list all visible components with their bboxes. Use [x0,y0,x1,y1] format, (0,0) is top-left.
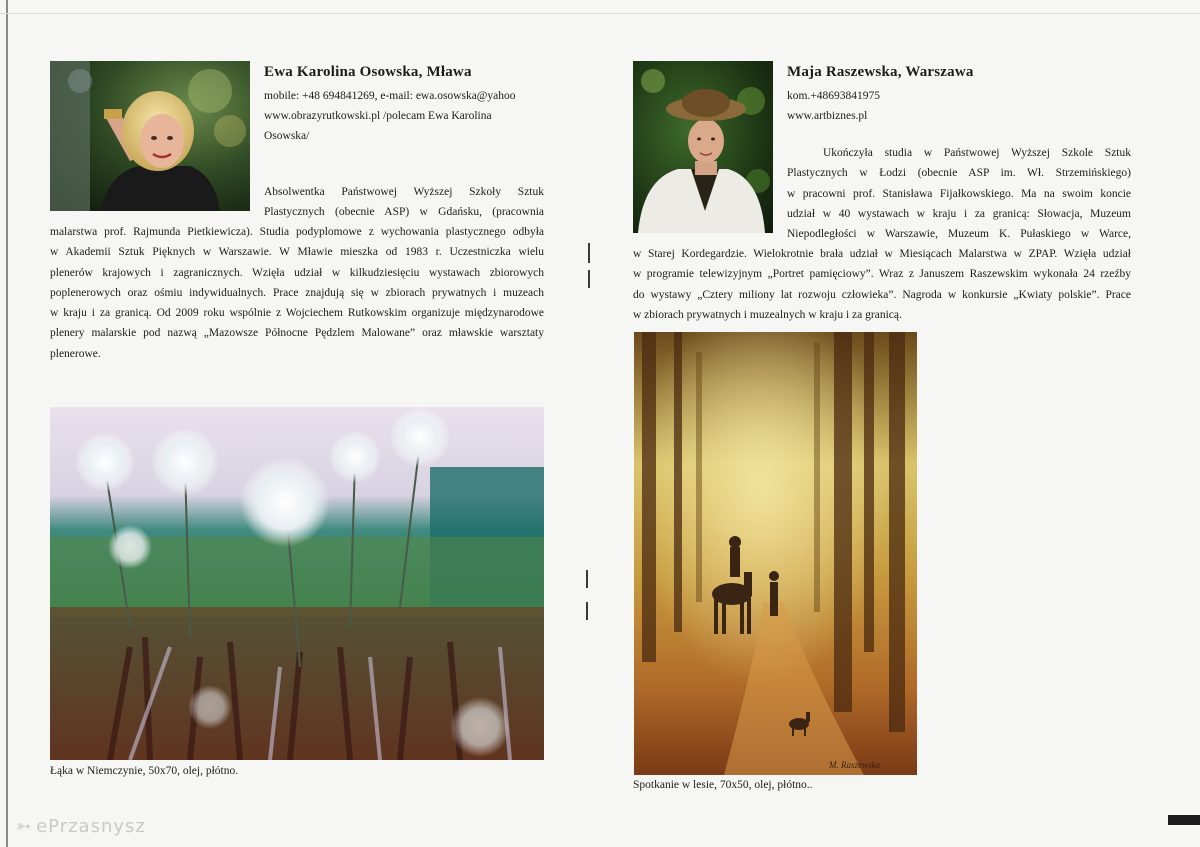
painting-signature: M. Raszewska [829,760,880,770]
bio-line: w programie telewizyjnym „Portret pamięciowy”. Wraz z Januszem Raszewskim wykonała 24 rzeźby [633,268,1131,281]
corner-mark [1168,815,1200,825]
contact-line: kom.+48693841975 [787,90,881,102]
bio-line: w zbiorach prywatnych i muzealnych w kraju i za granicą. [633,308,902,321]
artist-contact [264,86,564,146]
artist-name: Maja Raszewska, Warszawa [787,64,974,80]
artist-bio [633,244,1131,325]
bio-line: Niepodległości w Warszawie, Muzeum K. Pułaskiego w Warce, [787,228,1131,241]
bio-line: w Starej Kordegardzie. Wielokrotnie brała udział w Miesiącach Malarstwa w ZPAP. Wzięła udział [633,248,1131,260]
bio-line: Plastycznych w Łodzi (obecnie ASP im. Wł. Strzemińskiego) [787,167,1131,180]
bio-line: w kraju i za granicą. Od 2009 roku wspólnie z Wojciechem Rutkowskim organizuje międzynarodowe [50,307,544,320]
artist-bio-beside-photo [787,143,1131,244]
watermark-text: ePrzasnysz [36,816,146,837]
painting-caption: Łąka w Niemczynie, 50x70, olej, płótno. [50,765,239,777]
watermark-arrow-icon: ➳ [16,816,33,837]
contact-line: www.artbiznes.pl [787,110,868,122]
painting-image [634,332,917,775]
bio-line: plenery malarskie pod nazwą „Mazowsze Północne Pędzlem Malowane” oraz mławskie warsztaty [50,327,544,340]
painting-forest [634,332,917,775]
artist-portrait-osowska [50,61,250,211]
bio-line: do wystawy „Cztery miliony lat rozwoju człowieka”. Nagroda w konkursie „Kwiaty polskie”. Prace [633,288,1131,301]
contact-line: www.obrazyrutkowski.pl /polecam Ewa Karolina [264,110,492,122]
artist-contact [787,86,1087,126]
artist-bio [50,222,544,364]
portrait-photo [633,61,773,233]
bio-line: w pracowni prof. Stanisława Fijałkowskiego. Ma na swoim koncie [787,187,1131,200]
bio-line: udział w 40 wystawach w kraju i za granicą: Słowacja, Muzeum [787,207,1131,220]
bio-line: Ukończyła studia w Państwowej Wyższej Szkole Sztuk [823,147,1131,159]
portrait-photo [50,61,250,211]
painting-caption: Spotkanie w lesie, 70x50, olej, płótno.. [633,779,813,791]
bio-line: malarstwa prof. Rajmunda Pietkiewicza). Studia podyplomowe z wychowania plastycznego odbyła [50,226,544,238]
bio-line: Plastycznych (obecnie ASP) w Gdańsku, (pracownia [264,206,544,219]
bio-line: plenerowe. [50,347,101,360]
contact-line: mobile: +48 694841269, e-mail: ewa.osowska@yahoo [264,90,516,102]
artist-bio-beside-photo [264,182,544,223]
painting-image [50,407,544,760]
contact-line: Osowska/ [264,130,310,142]
bio-line: Absolwentka Państwowej Wyższej Szkoły Sztuk [264,186,544,198]
artist-name: Ewa Karolina Osowska, Mława [264,64,472,80]
artist-portrait-raszewska [633,61,773,233]
painting-meadow [50,407,544,760]
right-page [598,0,1200,847]
bio-line: w Akademii Sztuk Pięknych w Warszawie. W Mławie mieszka od 1983 r. Uczestniczka wielu [50,246,544,259]
bio-line: poplenerowych oraz ośmiu indywidualnych. Prace znajdują się w zbiorach prywatnych i muzeach [50,286,544,299]
left-page [0,0,598,847]
bio-line: plenerów krajowych i zagranicznych. Wzięła udział w kilkudziesięciu wystawach zbiorowych [50,266,544,279]
watermark [16,816,146,837]
